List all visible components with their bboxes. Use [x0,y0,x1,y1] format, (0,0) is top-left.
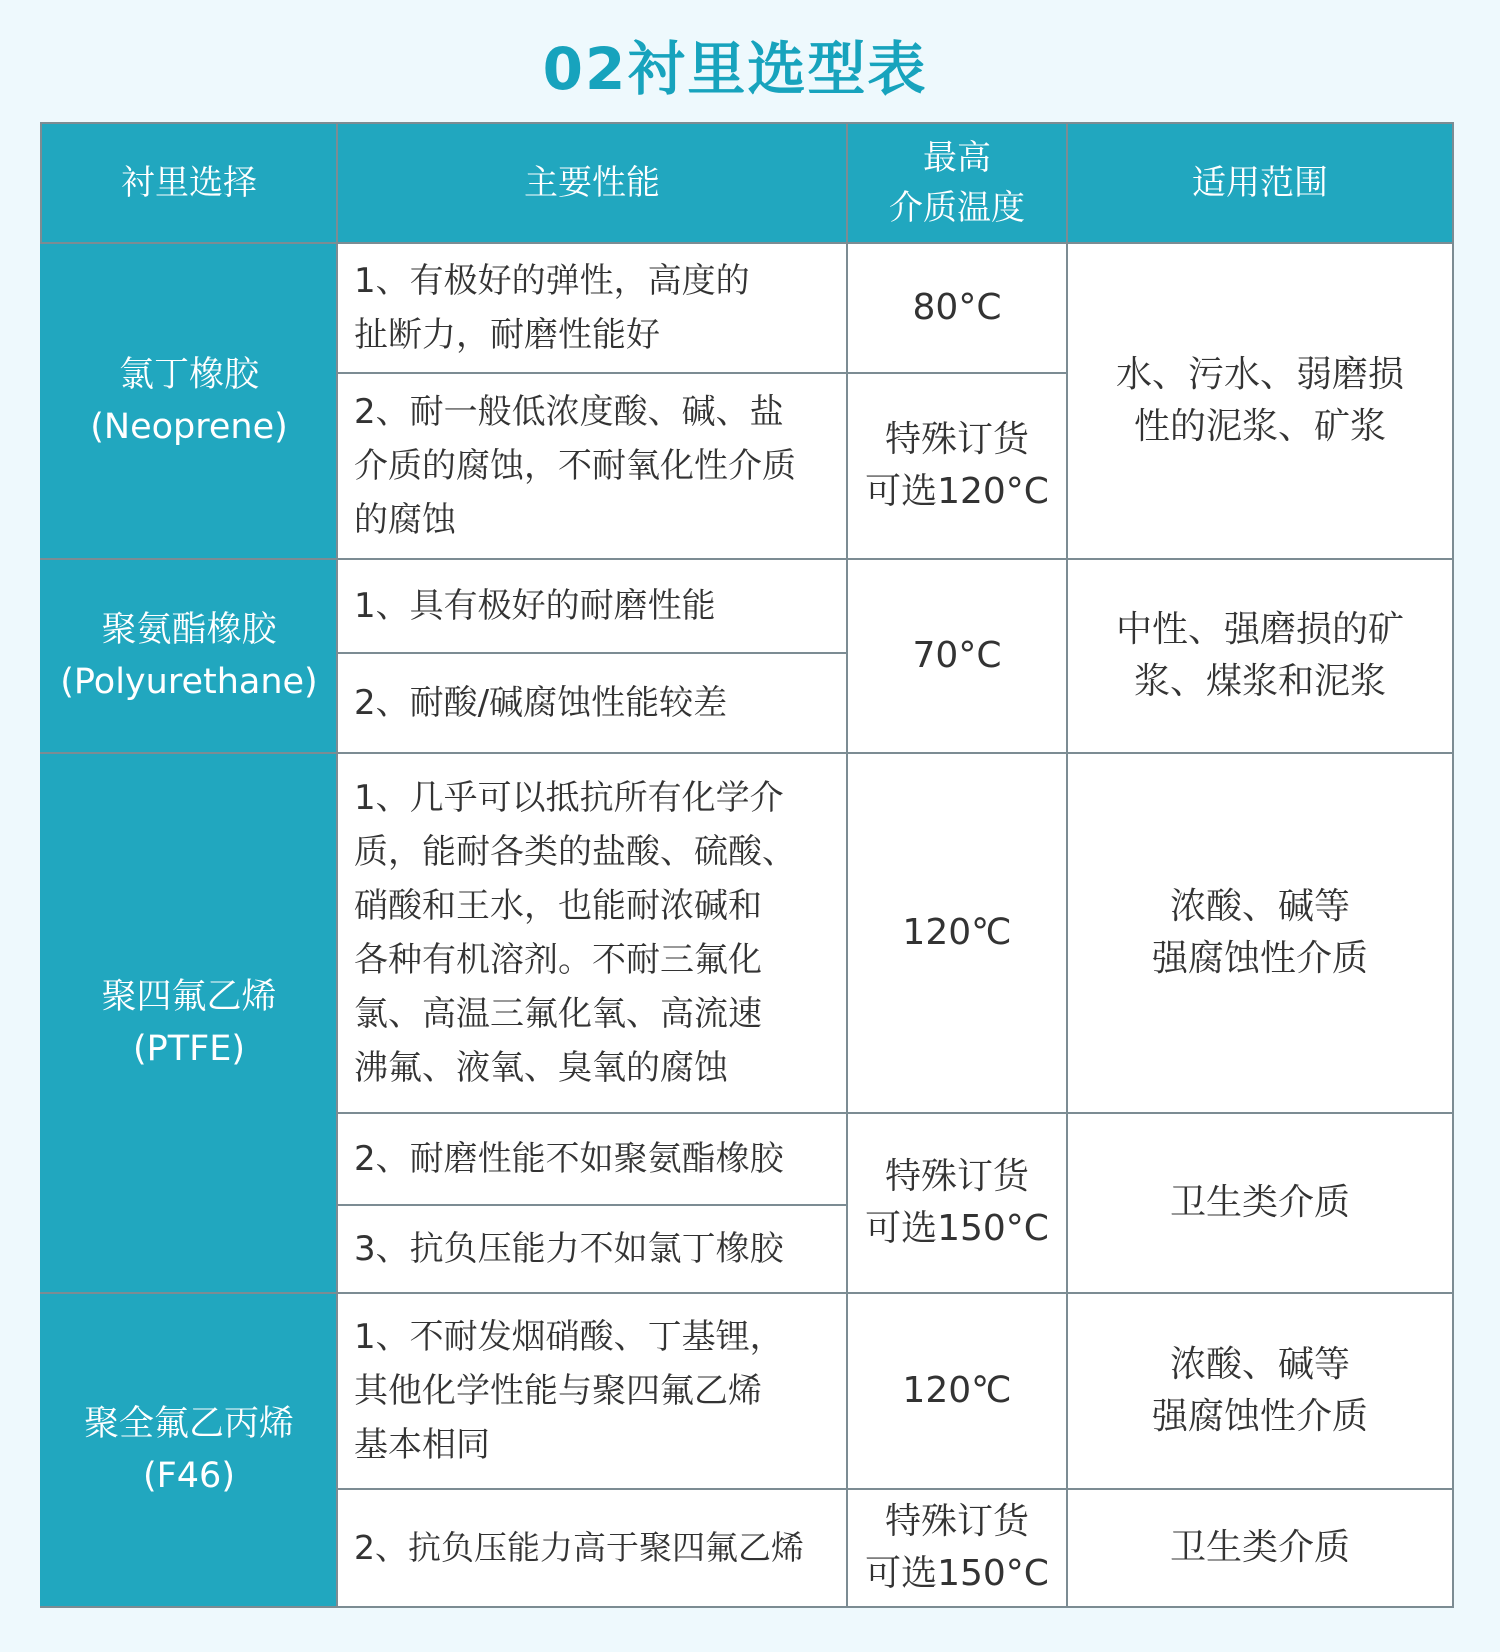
material-name-en: (F46) [143,1456,235,1496]
temperature-cell: 70°C [847,559,1067,753]
temperature-cell [847,1489,1067,1607]
material-polyurethane [41,559,337,753]
performance-cell [337,373,847,559]
performance-line: 2、耐一般低浓度酸、碱、盐 [354,392,784,432]
scope-cell [1067,753,1453,1113]
material-f46 [41,1293,337,1607]
scope-cell: 卫生类介质 [1067,1489,1453,1607]
scope-line: 水、污水、弱磨损 [1115,354,1404,395]
performance-line: 的腐蚀 [354,500,456,540]
performance-cell: 3、抗负压能力不如氯丁橡胶 [337,1205,847,1293]
temperature-cell [847,1113,1067,1293]
temperature-line: 可选120°C [865,471,1049,512]
table-row [41,753,1453,1113]
material-name-en: (PTFE) [132,1029,246,1069]
material-neoprene [41,243,337,559]
performance-line: 硝酸和王水，也能耐浓碱和 [354,886,762,926]
header-scope: 适用范围 [1067,123,1453,243]
scope-line: 浓酸、碱等 [1169,1344,1350,1385]
performance-cell: 1、具有极好的耐磨性能 [337,559,847,653]
performance-line: 氯、高温三氟化氧、高流速 [354,994,762,1034]
performance-line: 其他化学性能与聚四氟乙烯 [354,1371,762,1411]
page-title: 02衬里选型表 [542,35,928,103]
temperature-line: 可选150°C [865,1553,1049,1594]
performance-cell [337,1293,847,1489]
scope-line: 浆、煤浆和泥浆 [1133,661,1386,702]
header-temperature [847,123,1067,243]
table-header-row [41,123,1453,243]
temperature-cell: 80°C [847,243,1067,373]
performance-line: 介质的腐蚀，不耐氧化性介质 [354,446,796,486]
performance-line: 1、不耐发烟硝酸、丁基锂， [354,1317,784,1357]
scope-cell [1067,243,1453,559]
header-temperature-line2: 介质温度 [889,188,1025,228]
performance-line: 各种有机溶剂。不耐三氟化 [354,940,762,980]
performance-line: 扯断力，耐磨性能好 [354,315,660,355]
table-row [41,243,1453,373]
header-performance: 主要性能 [337,123,847,243]
scope-line: 强腐蚀性介质 [1151,938,1368,979]
scope-line: 性的泥浆、矿浆 [1133,406,1386,447]
performance-cell: 2、耐磨性能不如聚氨酯橡胶 [337,1113,847,1205]
performance-line: 沸氟、液氧、臭氧的腐蚀 [354,1048,728,1088]
material-name: 聚全氟乙丙烯 [83,1404,294,1444]
temperature-line: 特殊订货 [884,419,1029,460]
header-material: 衬里选择 [41,123,337,243]
temperature-line: 特殊订货 [884,1501,1029,1542]
performance-line: 基本相同 [354,1425,490,1465]
material-name-en: (Polyurethane) [60,662,318,702]
table-row [41,1293,1453,1489]
performance-line: 质，能耐各类的盐酸、硫酸、 [354,832,796,872]
scope-line: 中性、强磨损的矿 [1115,609,1404,650]
material-name-en: (Neoprene) [90,407,288,447]
material-name: 氯丁橡胶 [118,355,259,395]
scope-line: 强腐蚀性介质 [1151,1396,1368,1437]
header-temperature-line1: 最高 [923,138,991,178]
temperature-cell: 120℃ [847,753,1067,1113]
performance-cell [337,753,847,1113]
temperature-cell [847,373,1067,559]
scope-cell: 卫生类介质 [1067,1113,1453,1293]
temperature-line: 可选150°C [865,1208,1049,1249]
scope-cell [1067,559,1453,753]
scope-cell [1067,1293,1453,1489]
temperature-line: 特殊订货 [884,1156,1029,1197]
material-name: 聚四氟乙烯 [101,977,277,1017]
material-name: 聚氨酯橡胶 [101,610,277,650]
performance-cell [337,243,847,373]
material-ptfe [41,753,337,1293]
performance-cell: 2、抗负压能力高于聚四氟乙烯 [337,1489,847,1607]
temperature-cell: 120℃ [847,1293,1067,1489]
performance-cell: 2、耐酸/碱腐蚀性能较差 [337,653,847,753]
table-row [41,559,1453,653]
lining-selection-table [40,122,1454,1608]
performance-line: 1、有极好的弹性，高度的 [354,261,750,301]
scope-line: 浓酸、碱等 [1169,886,1350,927]
performance-line: 1、几乎可以抵抗所有化学介 [354,778,784,818]
